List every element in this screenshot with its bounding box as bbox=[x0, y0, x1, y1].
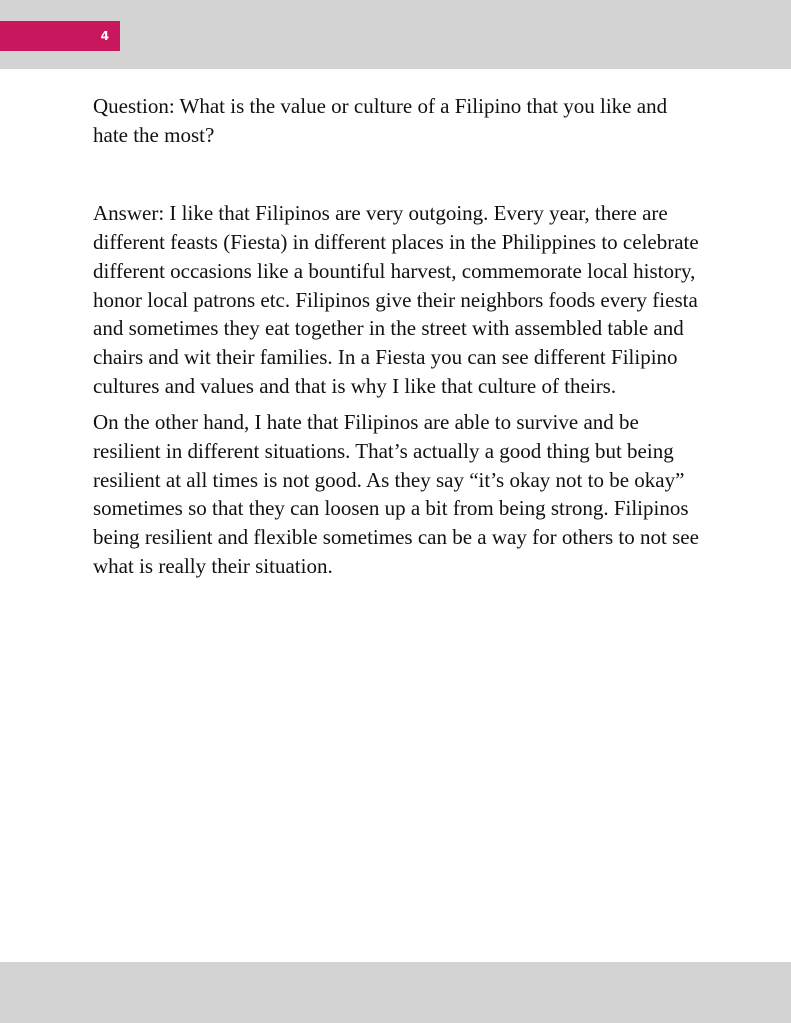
footer-band bbox=[0, 962, 791, 1023]
page-number: 4 bbox=[100, 29, 109, 43]
header-band bbox=[0, 0, 791, 69]
page-number-tab bbox=[0, 21, 120, 51]
question-paragraph: Question: What is the value or culture of a Filipino that you like and hate the most? bbox=[93, 94, 668, 147]
body-text bbox=[93, 92, 703, 581]
answer-paragraph-1: Answer: I like that Filipinos are very outgoing. Every year, there are different feasts (Fiesta) in different places in the Philippines to celebrate different occasions like a bountiful harvest, commemorate local history, honor local patrons etc. Filipinos give their neighbors foods every fiesta and sometimes they eat together in the street with assembled table and chairs and wit their families. In a Fiesta you can see different Filipino cultures and values and that is why I like that culture of theirs. bbox=[93, 201, 699, 398]
answer-paragraph-2: On the other hand, I hate that Filipinos are able to survive and be resilient in different situations. That’s actually a good thing but being resilient at all times is not good. As they say “it’s okay not to be okay” sometimes so that they can loosen up a bit from being strong. Filipinos being resilient and flexible sometimes can be a way for others to not see what is really their situation. bbox=[93, 410, 699, 578]
